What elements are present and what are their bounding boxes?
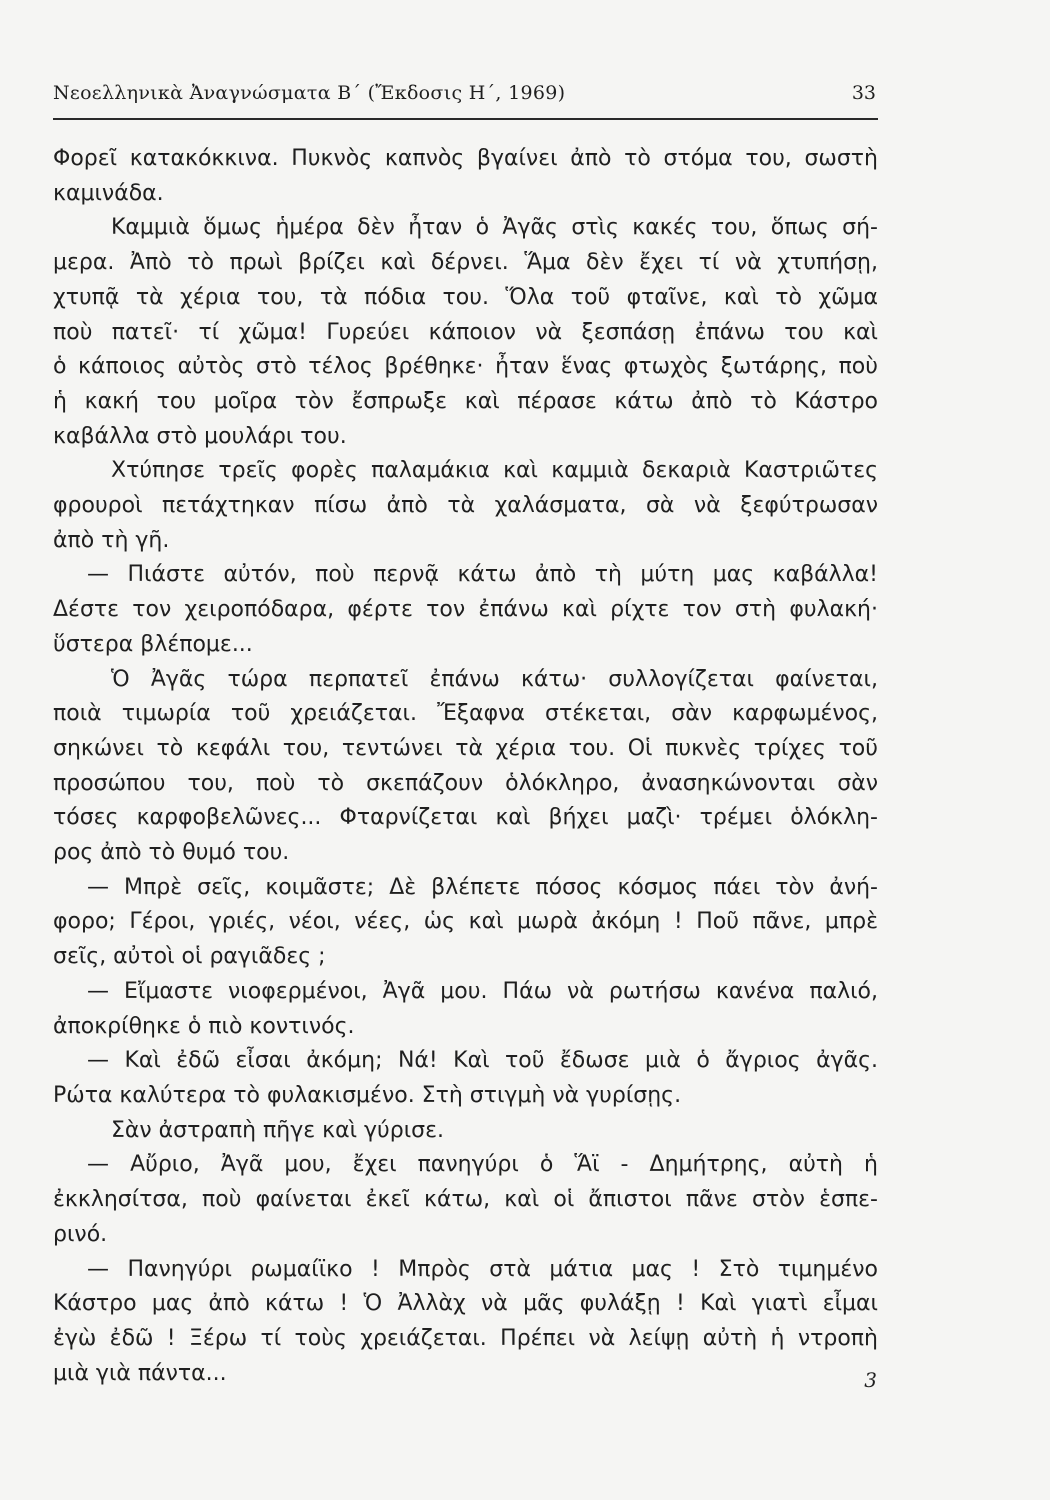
text-line: ἀποκρίθηκε ὁ πιὸ κοντινός.	[53, 1013, 355, 1039]
text-line: — Πανηγύρι ρωμαίϊκο ! Μπρὸς στὰ μάτια μας ! Στὸ τιμημένο	[87, 1256, 878, 1282]
text-line: ποὺ πατεῖ· τί χῶμα! Γυρεύει κάποιον νὰ ξεσπάσῃ ἐπάνω του καὶ	[53, 319, 878, 345]
text-line: ἀπὸ τὴ γῆ.	[53, 527, 170, 553]
text-line: — Εἴμαστε νιοφερμένοι, Ἀγᾶ μου. Πάω νὰ ρωτήσω κανένα παλιό,	[87, 978, 878, 1004]
text-line: Δέστε τον χειροπόδαρα, φέρτε τον ἐπάνω καὶ ρίχτε τον στὴ φυλακή·	[53, 597, 878, 623]
text-line: ποιὰ τιμωρία τοῦ χρειάζεται. Ἔξαφνα στέκεται, σὰν καρφωμένος,	[53, 701, 878, 727]
text-line: μιὰ γιὰ πάντα...	[53, 1360, 227, 1386]
text-line: Ὁ Ἀγᾶς τώρα περπατεῖ ἐπάνω κάτω· συλλογίζεται φαίνεται,	[111, 666, 878, 692]
text-line: Σὰν ἀστραπὴ πῆγε καὶ γύρισε.	[111, 1117, 445, 1143]
text-line: ρινό.	[53, 1221, 108, 1247]
text-line: σηκώνει τὸ κεφάλι του, τεντώνει τὰ χέρια του. Οἱ πυκνὲς τρίχες τοῦ	[53, 735, 878, 761]
text-line: Φορεῖ κατακόκκινα. Πυκνὸς καπνὸς βγαίνει ἀπὸ τὸ στόμα του, σωστὴ	[53, 146, 878, 171]
text-line: φρουροὶ πετάχτηκαν πίσω ἀπὸ τὰ χαλάσματα, σὰ νὰ ξεφύτρωσαν	[53, 493, 878, 519]
header-rule	[53, 118, 878, 120]
text-line: τόσες καρφοβελῶνες... Φταρνίζεται καὶ βήχει μαζὶ· τρέμει ὁλόκλη-	[53, 805, 878, 831]
text-line: χτυπᾷ τὰ χέρια του, τὰ πόδια του. Ὅλα τοῦ φταῖνε, καὶ τὸ χῶμα	[53, 284, 878, 310]
body-text	[53, 142, 878, 1391]
running-header	[53, 82, 878, 112]
page-number: 33	[851, 82, 876, 104]
text-line: καμινάδα.	[53, 180, 164, 206]
text-line: ἡ κακή του μοῖρα τὸν ἔσπρωξε καὶ πέρασε κάτω ἀπὸ τὸ Κάστρο	[53, 388, 878, 414]
text-line: μερα. Ἀπὸ τὸ πρωὶ βρίζει καὶ δέρνει. Ἅμα δὲν ἔχει τί νὰ χτυπήσῃ,	[53, 250, 878, 276]
signature-mark: 3	[864, 1368, 877, 1392]
text-line: ὁ κάποιος αὐτὸς στὸ τέλος βρέθηκε· ἦταν ἕνας φτωχὸς ξωτάρης, ποὺ	[53, 354, 878, 380]
text-line: — Μπρὲ σεῖς, κοιμᾶστε; Δὲ βλέπετε πόσος κόσμος πάει τὸν ἀνή-	[87, 874, 878, 900]
text-line: ἐγὼ ἐδῶ ! Ξέρω τί τοὺς χρειάζεται. Πρέπει νὰ λείψῃ αὐτὴ ἡ ντροπὴ	[53, 1325, 878, 1351]
text-line: Κάστρο μας ἀπὸ κάτω ! Ὁ Ἀλλὰχ νὰ μᾶς φυλάξῃ ! Καὶ γιατὶ εἶμαι	[53, 1291, 878, 1317]
text-line: ὕστερα βλέπομε...	[53, 631, 253, 657]
header-title: Νεοελληνικὰ Ἀναγνώσματα Β΄ (Ἔκδοσις Η΄, 1969)	[53, 82, 566, 104]
text-line: φορο; Γέροι, γριές, νέοι, νέες, ὡς καὶ μωρὰ ἀκόμη ! Ποῦ πᾶνε, μπρὲ	[53, 909, 878, 935]
text-line: — Αὔριο, Ἀγᾶ μου, ἔχει πανηγύρι ὁ Ἅϊ - Δημήτρης, αὐτὴ ἡ	[87, 1152, 878, 1178]
text-line: σεῖς, αὐτοὶ οἱ ραγιᾶδες ;	[53, 944, 326, 970]
text-line: Χτύπησε τρεῖς φορὲς παλαμάκια καὶ καμμιὰ δεκαριὰ Καστριῶτες	[111, 458, 878, 484]
text-line: ρος ἀπὸ τὸ θυμό του.	[53, 840, 290, 866]
text-line: Ρώτα καλύτερα τὸ φυλακισμένο. Στὴ στιγμὴ νὰ γυρίσῃς.	[53, 1082, 682, 1108]
text-line: — Πιάστε αὐτόν, ποὺ περνᾷ κάτω ἀπὸ τὴ μύτη μας καβάλλα!	[87, 562, 878, 588]
text-line: προσώπου του, ποὺ τὸ σκεπάζουν ὁλόκληρο, ἀνασηκώνονται σὰν	[53, 770, 878, 796]
text-line: Καμμιὰ ὅμως ἡμέρα δὲν ἦταν ὁ Ἀγᾶς στὶς κακές του, ὅπως σή-	[111, 215, 878, 241]
text-line: καβάλλα στὸ μουλάρι του.	[53, 423, 347, 449]
text-line: ἐκκλησίτσα, ποὺ φαίνεται ἐκεῖ κάτω, καὶ οἱ ἄπιστοι πᾶνε στὸν ἑσπε-	[53, 1187, 878, 1213]
text-line: — Καὶ ἐδῶ εἶσαι ἀκόμη; Νά! Καὶ τοῦ ἔδωσε μιὰ ὁ ἄγριος ἀγᾶς.	[87, 1048, 878, 1074]
